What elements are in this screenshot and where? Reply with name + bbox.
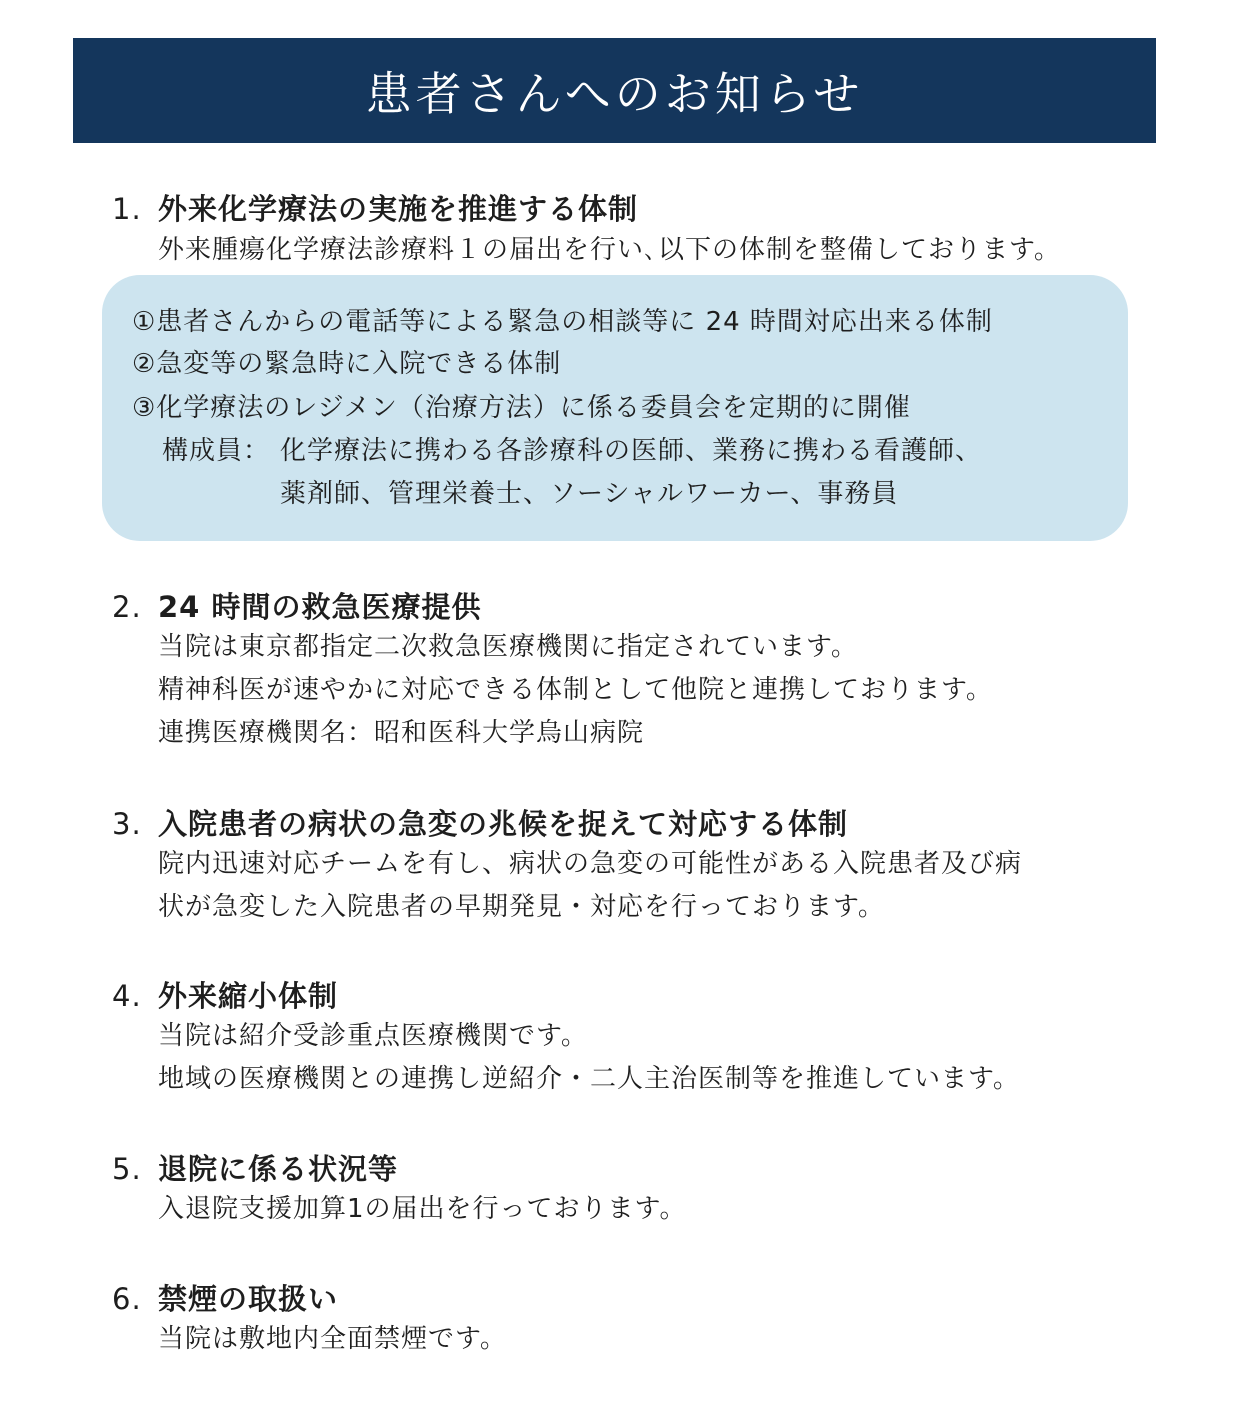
section-number: 2.	[112, 590, 142, 624]
box-item-3: ③化学療法のレジメン（治療方法）に係る委員会を定期的に開催	[132, 393, 911, 423]
section-heading	[112, 588, 993, 626]
box-item-2: ②急変等の緊急時に入院できる体制	[132, 349, 562, 379]
section-text: 院内迅速対応チームを有し、病状の急変の可能性がある入院患者及び病	[158, 849, 1023, 879]
section-text: 状が急変した入院患者の早期発見・対応を行っております。	[158, 892, 885, 922]
section-number: 1.	[112, 192, 142, 226]
page-title: 患者さんへのお知らせ	[365, 66, 864, 121]
section-number: 3.	[112, 807, 142, 841]
section-title: 禁煙の取扱い	[158, 1282, 339, 1316]
section-title: 外来縮小体制	[158, 979, 339, 1013]
section-number: 5.	[112, 1152, 142, 1186]
info-box	[102, 275, 1128, 541]
box-item-1: ①患者さんからの電話等による緊急の相談等に 24 時間対応出来る体制	[132, 307, 993, 337]
section-heading	[112, 190, 1061, 228]
section-text: 当院は敷地内全面禁煙です。	[158, 1324, 507, 1354]
section-title: 外来化学療法の実施を推進する体制	[158, 192, 639, 226]
box-members-line1: 化学療法に携わる各診療科の医師、業務に携わる看護師、	[280, 436, 983, 466]
title-banner	[73, 38, 1156, 143]
box-members-line2: 薬剤師、管理栄養士、ソーシャルワーカー、事務員	[280, 479, 899, 509]
section-3	[112, 805, 1022, 929]
section-number: 6.	[112, 1282, 142, 1316]
section-heading	[112, 1280, 507, 1318]
section-5	[112, 1150, 686, 1231]
section-text: 精神科医が速やかに対応できる体制として他院と連携しております。	[158, 675, 993, 705]
section-heading	[112, 1150, 686, 1188]
section-4	[112, 977, 1020, 1101]
section-heading	[112, 805, 1022, 843]
section-title: 24 時間の救急医療提供	[158, 590, 482, 624]
section-title: 入院患者の病状の急変の兆候を捉えて対応する体制	[158, 807, 849, 841]
section-title: 退院に係る状況等	[158, 1152, 399, 1186]
section-1	[112, 190, 1061, 272]
box-members-label: 構成員：	[162, 436, 271, 466]
section-6	[112, 1280, 507, 1361]
section-text: 当院は紹介受診重点医療機関です。	[158, 1021, 588, 1051]
section-2	[112, 588, 993, 755]
section-text: 連携医療機関名：昭和医科大学烏山病院	[158, 718, 645, 748]
section-text: 当院は東京都指定二次救急医療機関に指定されています。	[158, 632, 858, 662]
section-number: 4.	[112, 979, 142, 1013]
section-text: 入退院支援加算1の届出を行っております。	[158, 1194, 687, 1224]
section-heading	[112, 977, 1020, 1015]
section-text: 外来腫瘍化学療法診療料１の届出を行い､以下の体制を整備しております。	[158, 235, 1061, 265]
section-text: 地域の医療機関との連携し逆紹介・二人主治医制等を推進しています。	[158, 1064, 1020, 1094]
